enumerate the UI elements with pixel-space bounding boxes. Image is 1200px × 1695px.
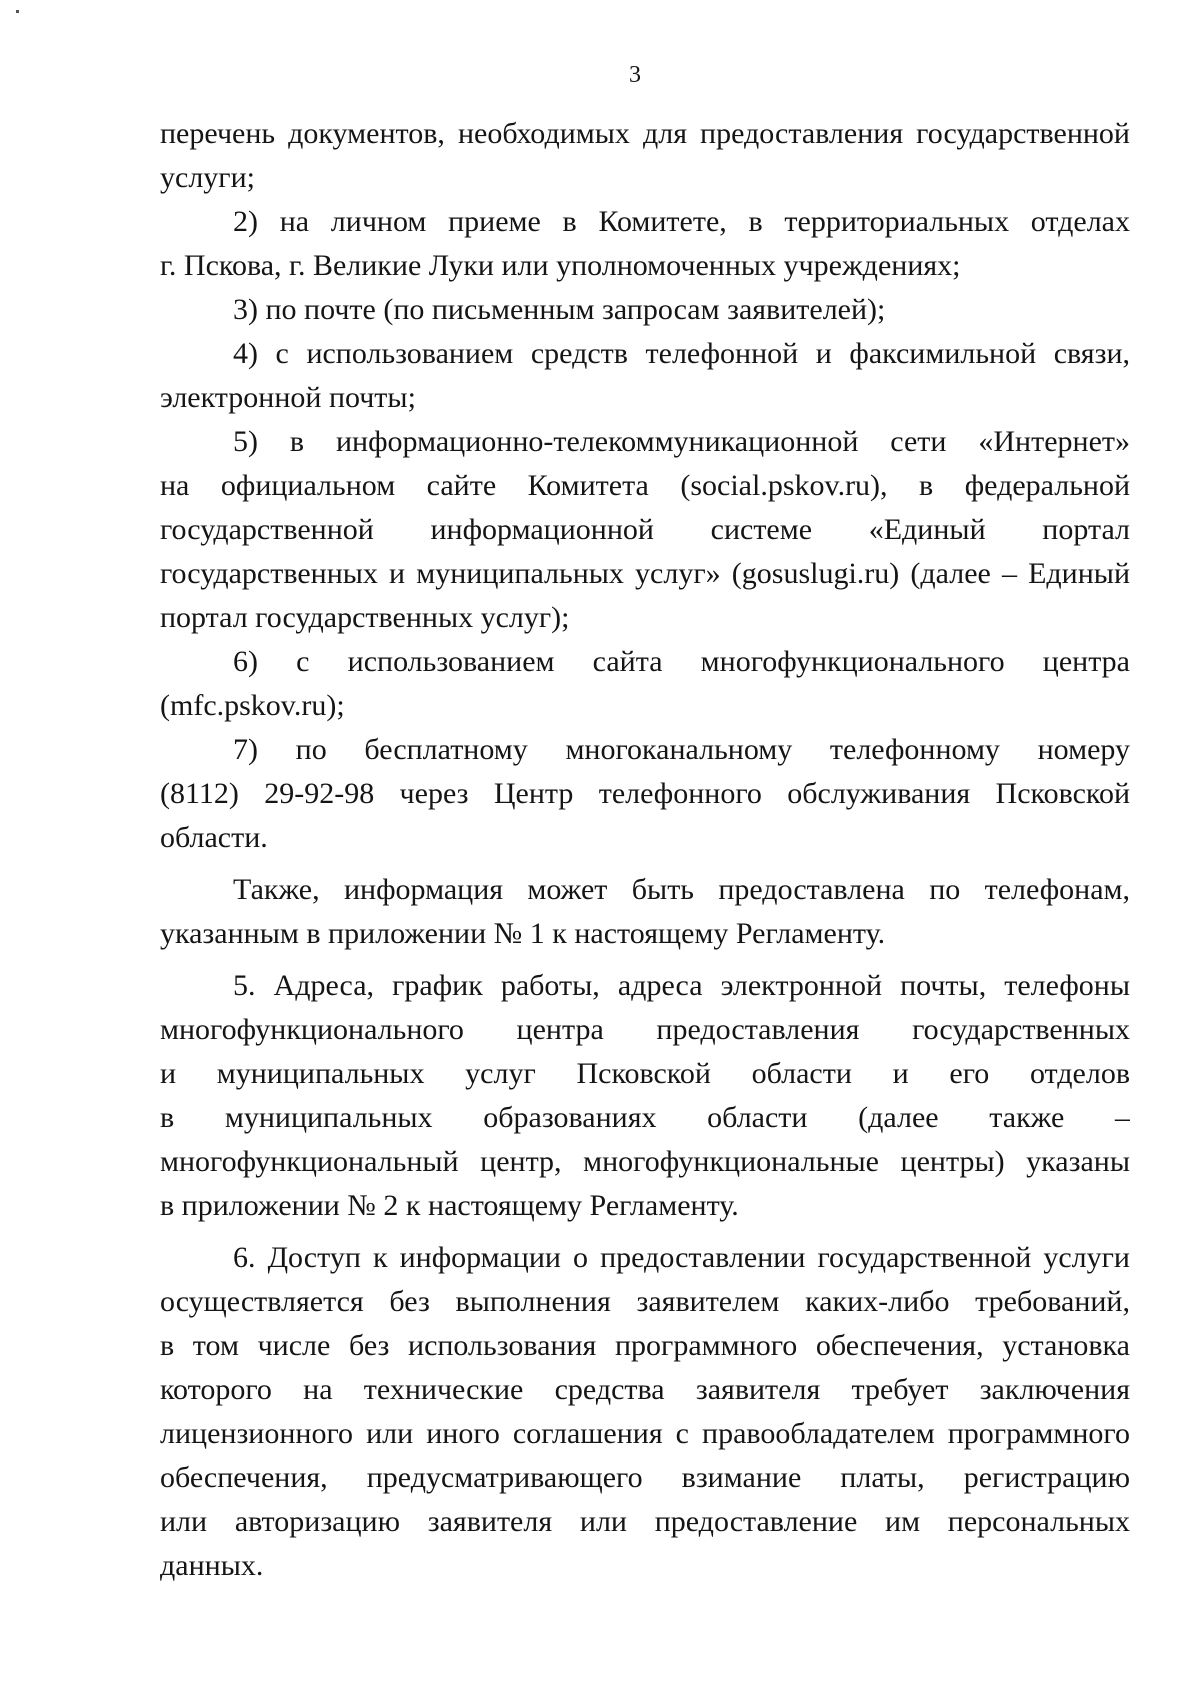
text-line: и муниципальных услуг Псковской области и его отделов [160, 1057, 1130, 1090]
text-line: услуги; [160, 161, 255, 194]
text-line: данных. [160, 1549, 264, 1582]
text-line: Также, информация может быть предоставлена по телефонам, [233, 873, 1130, 906]
text-line: 6. Доступ к информации о предоставлении государственной услуги [233, 1241, 1130, 1274]
text-line: которого на технические средства заявителя требует заключения [160, 1373, 1130, 1406]
text-line: портал государственных услуг); [160, 601, 570, 634]
text-line: осуществляется без выполнения заявителем каких-либо требований, [160, 1285, 1130, 1318]
text-line: 7) по бесплатному многоканальному телефонному номеру [233, 733, 1130, 766]
text-line: (mfc.pskov.ru); [160, 689, 345, 722]
text-line: указанным в приложении № 1 к настоящему Регламенту. [160, 917, 886, 950]
document-body [160, 112, 1130, 1588]
text-line: в том числе без использования программного обеспечения, установка [160, 1329, 1130, 1362]
text-line: 5) в информационно-телекоммуникационной сети «Интернет» [233, 425, 1130, 458]
text-line: на официальном сайте Комитета (social.pskov.ru), в федеральной [160, 469, 1130, 502]
text-line: 4) с использованием средств телефонной и факсимильной связи, [233, 337, 1130, 370]
text-line: многофункциональный центр, многофункциональные центры) указаны [160, 1145, 1130, 1178]
text-line: многофункционального центра предоставления государственных [160, 1013, 1130, 1046]
text-line: электронной почты; [160, 381, 416, 414]
text-line: обеспечения, предусматривающего взимание платы, регистрацию [160, 1461, 1130, 1494]
text-line: государственных и муниципальных услуг» (gosuslugi.ru) (далее – Единый [160, 557, 1130, 590]
text-line: 5. Адреса, график работы, адреса электронной почты, телефоны [233, 969, 1130, 1002]
text-line: 3) по почте (по письменным запросам заявителей); [233, 293, 886, 326]
text-line: в муниципальных образованиях области (далее также – [160, 1101, 1130, 1134]
text-line: области. [160, 821, 268, 854]
text-line: лицензионного или иного соглашения с правообладателем программного [160, 1417, 1130, 1450]
text-line: 2) на личном приеме в Комитете, в территориальных отделах [233, 205, 1130, 238]
text-line: (8112) 29-92-98 через Центр телефонного обслуживания Псковской [160, 777, 1130, 810]
text-line: или авторизацию заявителя или предоставление им персональных [160, 1505, 1130, 1538]
page-number: 3 [629, 62, 641, 88]
text-line: в приложении № 2 к настоящему Регламенту. [160, 1189, 739, 1222]
scan-speck [16, 10, 19, 13]
text-line: 6) с использованием сайта многофункционального центра [233, 645, 1130, 678]
text-line: перечень документов, необходимых для предоставления государственной [160, 117, 1130, 150]
text-line: государственной информационной системе «Единый портал [160, 513, 1130, 546]
text-line: г. Пскова, г. Великие Луки или уполномоченных учреждениях; [160, 249, 961, 282]
